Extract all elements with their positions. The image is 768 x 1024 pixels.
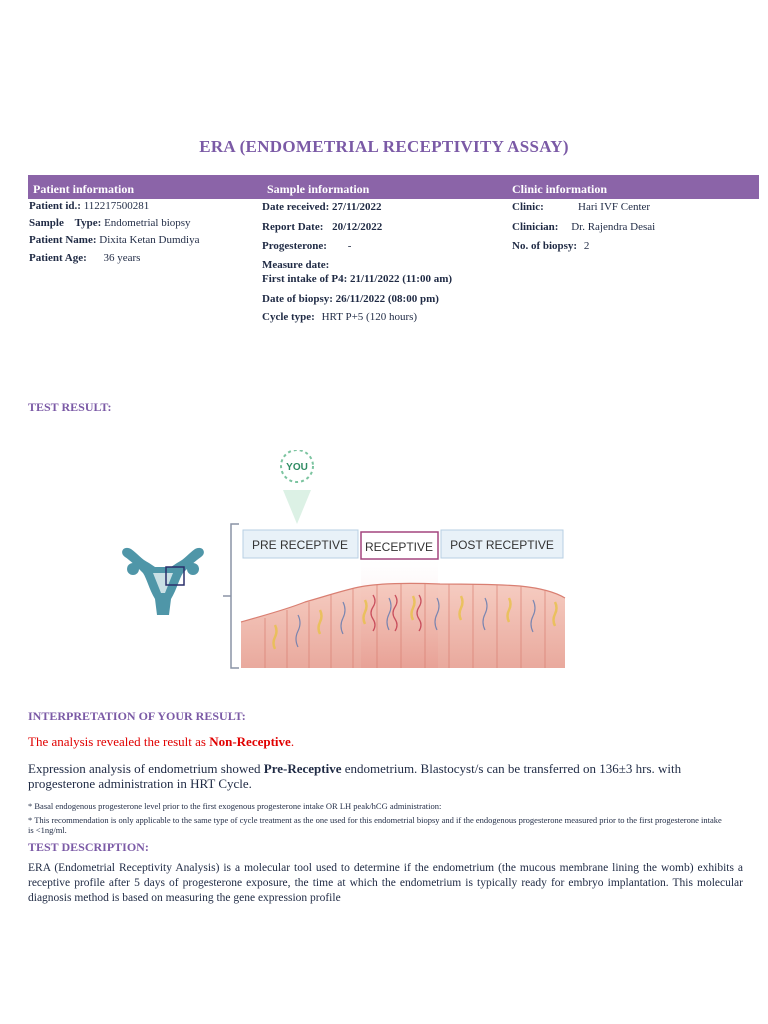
desc-bold: Pre-Receptive xyxy=(263,761,342,776)
patient-id-row xyxy=(29,200,149,212)
report-title: ERA (ENDOMETRIAL RECEPTIVITY ASSAY) xyxy=(199,137,569,156)
desc-prefix: Expression analysis of endometrium showed xyxy=(28,761,264,776)
interpretation-heading: INTERPRETATION OF YOUR RESULT: xyxy=(28,709,246,723)
progesterone-label: Progesterone: xyxy=(262,240,327,252)
result-suffix: . xyxy=(290,734,295,749)
clinician-row xyxy=(512,221,655,233)
first-intake-label: First intake of P4: xyxy=(262,273,348,285)
test-result-heading: TEST RESULT: xyxy=(28,400,112,414)
expression-description xyxy=(28,761,743,791)
phase-post-label: POST RECEPTIVE xyxy=(450,538,554,552)
test-description-heading: TEST DESCRIPTION: xyxy=(28,840,149,854)
patient-id-label: Patient id.: xyxy=(29,200,81,212)
patient-id-value: 112217500281 xyxy=(83,200,150,212)
date-received-label: Date received: xyxy=(262,201,330,213)
date-received-value: 27/11/2022 xyxy=(332,201,382,213)
receptivity-figure xyxy=(115,450,575,680)
endometrium-tissue xyxy=(241,583,565,668)
cycle-type-label: Cycle type: xyxy=(262,311,315,323)
biopsy-count-row xyxy=(512,240,589,252)
patient-age-label: Patient Age: xyxy=(29,252,87,264)
sample-type-value: Endometrial biopsy xyxy=(104,217,191,229)
progesterone-row xyxy=(262,240,351,252)
uterus-icon xyxy=(122,548,204,615)
clinic-label: Clinic: xyxy=(512,201,544,213)
sample-type-label: Sample Type: xyxy=(29,217,102,229)
footnote-2: * This recommendation is only applicable to the same type of cycle treatment as the one used for this endometrial biopsy and if the endogenous progesterone measured prior to the first progesterone intake is <1ng/ml. xyxy=(28,815,722,835)
bracket-line xyxy=(231,524,239,668)
patient-name-value: Dixita Ketan Dumdiya xyxy=(99,234,200,246)
measure-date-row xyxy=(262,259,329,271)
clinic-info-header: Clinic information xyxy=(512,182,607,196)
patient-name-label: Patient Name: xyxy=(29,234,97,246)
test-description-text: ERA (Endometrial Receptivity Analysis) is a molecular tool used to determine if the endometrium (the mucous membrane lining the womb) exhibits a receptive profile after 5 days of progesterone exposure, the time at which the endometrium is typically ready for embryo implantation. This molecular diagnosis method is based on measuring the gene expression profile xyxy=(28,862,743,904)
result-value: Non-Receptive xyxy=(209,734,291,749)
report-date-value: 20/12/2022 xyxy=(332,221,383,233)
sample-info-header: Sample information xyxy=(267,182,370,196)
you-marker xyxy=(281,450,313,524)
measure-date-label: Measure date: xyxy=(262,259,330,271)
patient-info-header: Patient information xyxy=(33,182,134,196)
cycle-type-row xyxy=(262,311,417,323)
clinic-row xyxy=(512,201,651,213)
desc-suffix: endometrium. Blastocyst/s can be transferred on 136±3 hrs. with progesterone administration in HRT Cycle. xyxy=(28,761,682,791)
cycle-type-value: HRT P+5 (120 hours) xyxy=(321,311,418,323)
phase-receptive-label: RECEPTIVE xyxy=(364,540,434,554)
patient-age-row xyxy=(29,252,140,264)
you-label: YOU xyxy=(286,462,308,473)
patient-name-row xyxy=(29,234,199,246)
result-statement xyxy=(28,734,743,750)
date-received-row xyxy=(262,201,382,213)
biopsy-count-value: 2 xyxy=(583,240,590,252)
phase-pre-label: PRE RECEPTIVE xyxy=(251,538,349,552)
first-intake-value: 21/11/2022 (11:00 am) xyxy=(349,273,453,285)
info-header-bar xyxy=(28,175,759,199)
biopsy-date-value: 26/11/2022 (08:00 pm) xyxy=(335,293,439,305)
footnote-1: * Basal endogenous progesterone level prior to the first exogenous progesterone intake OR LH peak/hCG administration: xyxy=(28,801,442,811)
sample-type-row xyxy=(29,217,191,229)
clinic-value: Hari IVF Center xyxy=(578,201,651,213)
clinician-value: Dr. Rajendra Desai xyxy=(571,221,656,233)
biopsy-date-row xyxy=(262,293,439,305)
report-date-row xyxy=(262,221,382,233)
first-intake-row xyxy=(262,273,452,285)
biopsy-date-label: Date of biopsy: xyxy=(262,293,333,305)
clinician-label: Clinician: xyxy=(512,221,559,233)
biopsy-count-label: No. of biopsy: xyxy=(512,240,578,252)
progesterone-value: - xyxy=(347,240,352,252)
patient-age-value: 36 years xyxy=(103,252,141,264)
report-date-label: Report Date: xyxy=(262,221,324,233)
result-prefix: The analysis revealed the result as xyxy=(28,734,210,749)
